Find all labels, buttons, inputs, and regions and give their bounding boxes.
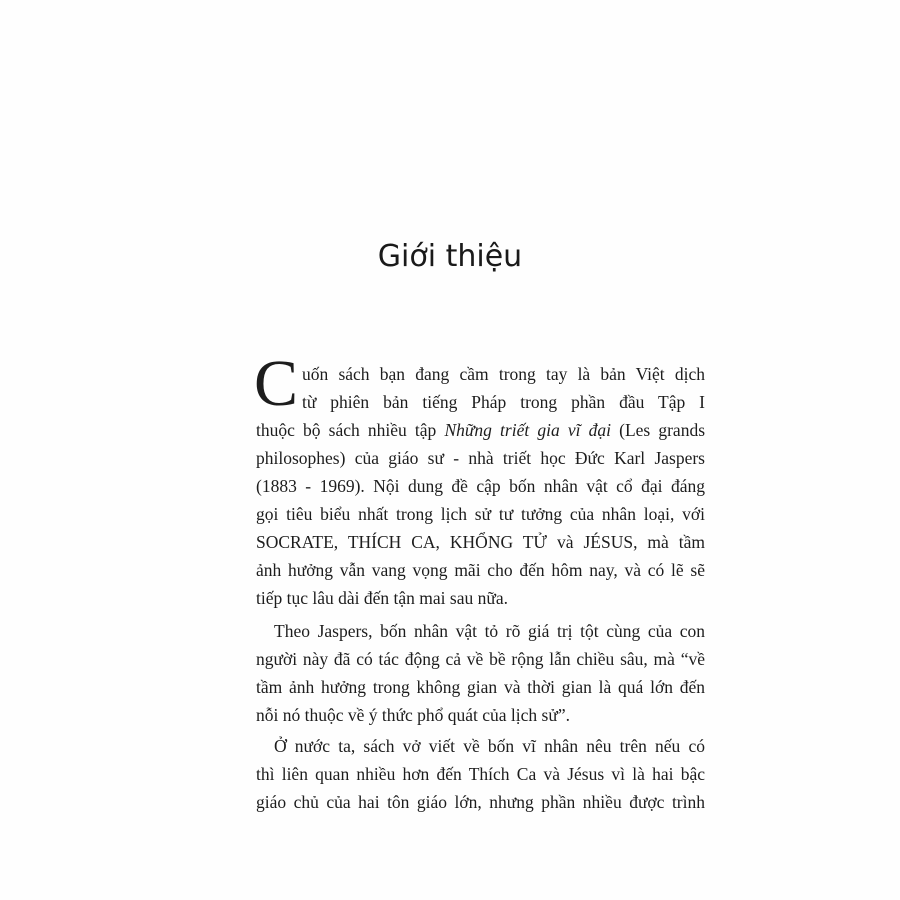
text-line: (1883 - 1969). Nội dung đề cập bốn nhân vật cổ đại đáng [256, 476, 705, 496]
text-line: gọi tiêu biểu nhất trong lịch sử tư tưởng của nhân loại, với [256, 504, 705, 524]
text-line: SOCRATE, THÍCH CA, KHỔNG TỬ và JÉSUS, mà tầm [256, 532, 705, 552]
text-line: người này đã có tác động cả về bề rộng lẫn chiều sâu, mà “về [256, 649, 705, 669]
text-line: philosophes) của giáo sư - nhà triết học Đức Karl Jaspers [256, 448, 705, 468]
text-line: tiếp tục lâu dài đến tận mai sau nữa. [256, 588, 508, 608]
text-line: ảnh hưởng vẫn vang vọng mãi cho đến hôm nay, và có lẽ sẽ [256, 560, 705, 580]
text-line: uốn sách bạn đang cầm trong tay là bản Việt dịch [302, 364, 705, 384]
text-line: nỗi nó thuộc về ý thức phổ quát của lịch sử”. [256, 705, 570, 725]
text-span: (Les grands [610, 420, 706, 440]
text-line: tầm ảnh hưởng trong không gian và thời gian là quá lớn đến [256, 677, 705, 697]
text-line: từ phiên bản tiếng Pháp trong phần đầu Tập I [302, 392, 705, 412]
text-line: thì liên quan nhiều hơn đến Thích Ca và Jésus vì là hai bậc [256, 764, 705, 784]
text-line: Theo Jaspers, bốn nhân vật tỏ rõ giá trị tột cùng của con [274, 621, 705, 641]
book-title-italic: Những triết gia vĩ đại [444, 420, 611, 440]
text-line: Ở nước ta, sách vở viết về bốn vĩ nhân nêu trên nếu có [274, 736, 705, 756]
text-line: giáo chủ của hai tôn giáo lớn, nhưng phần nhiều được trình [256, 792, 705, 812]
text-span: thuộc bộ sách nhiều tập [256, 420, 445, 440]
chapter-title: Giới thiệu [377, 239, 523, 274]
text-line [256, 416, 705, 444]
drop-cap: C [254, 347, 299, 420]
